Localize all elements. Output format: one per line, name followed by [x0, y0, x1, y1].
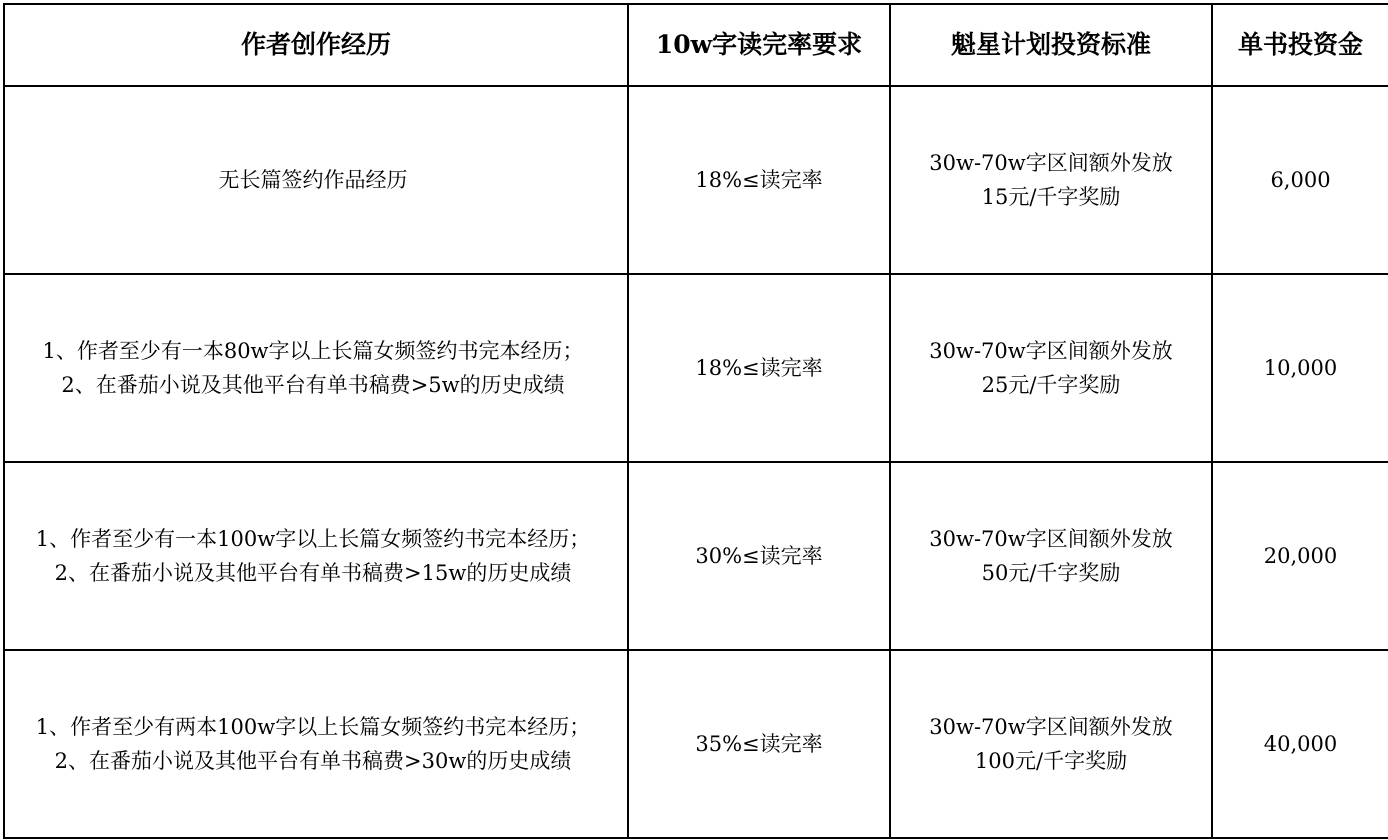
amount-cell: 10,000 — [1212, 274, 1388, 462]
table-row — [4, 462, 1388, 650]
header-investment-standard: 魁星计划投资标准 — [890, 4, 1212, 86]
read-rate-cell: 18%≤读完率 — [628, 274, 890, 462]
standard-line: 25元/千字奖励 — [981, 373, 1121, 397]
table-row — [4, 650, 1388, 838]
standard-line: 30w-70w字区间额外发放 — [929, 715, 1173, 739]
amount-cell: 40,000 — [1212, 650, 1388, 838]
standard-line: 30w-70w字区间额外发放 — [929, 151, 1173, 175]
standard-cell — [890, 274, 1212, 462]
experience-cell — [4, 650, 628, 838]
amount-cell: 6,000 — [1212, 86, 1388, 274]
header-author-experience: 作者创作经历 — [4, 4, 628, 86]
standard-line: 100元/千字奖励 — [974, 749, 1128, 773]
header-read-rate-requirement: 10w字读完率要求 — [628, 4, 890, 86]
experience-line: 2、在番茄小说及其他平台有单书稿费>30w的历史成绩 — [54, 749, 572, 773]
experience-cell — [4, 86, 628, 274]
experience-line: 无长篇签约作品经历 — [218, 168, 408, 192]
standard-cell — [890, 86, 1212, 274]
header-investment-amount: 单书投资金 — [1212, 4, 1388, 86]
header-row — [4, 4, 1388, 86]
standard-line: 30w-70w字区间额外发放 — [929, 339, 1173, 363]
table-row — [4, 274, 1388, 462]
experience-cell — [4, 274, 628, 462]
read-rate-cell: 30%≤读完率 — [628, 462, 890, 650]
standard-line: 50元/千字奖励 — [981, 561, 1121, 585]
table-row — [4, 86, 1388, 274]
experience-line: 2、在番茄小说及其他平台有单书稿费>15w的历史成绩 — [54, 561, 572, 585]
standard-cell — [890, 462, 1212, 650]
experience-cell — [4, 462, 628, 650]
read-rate-cell: 35%≤读完率 — [628, 650, 890, 838]
investment-table — [3, 3, 1388, 839]
standard-cell — [890, 650, 1212, 838]
experience-line: 1、作者至少有两本100w字以上长篇女频签约书完本经历； — [35, 715, 591, 739]
experience-line: 2、在番茄小说及其他平台有单书稿费>5w的历史成绩 — [61, 373, 565, 397]
read-rate-cell: 18%≤读完率 — [628, 86, 890, 274]
standard-line: 30w-70w字区间额外发放 — [929, 527, 1173, 551]
amount-cell: 20,000 — [1212, 462, 1388, 650]
experience-line: 1、作者至少有一本80w字以上长篇女频签约书完本经历； — [42, 339, 584, 363]
experience-line: 1、作者至少有一本100w字以上长篇女频签约书完本经历； — [35, 527, 591, 551]
standard-line: 15元/千字奖励 — [981, 185, 1121, 209]
